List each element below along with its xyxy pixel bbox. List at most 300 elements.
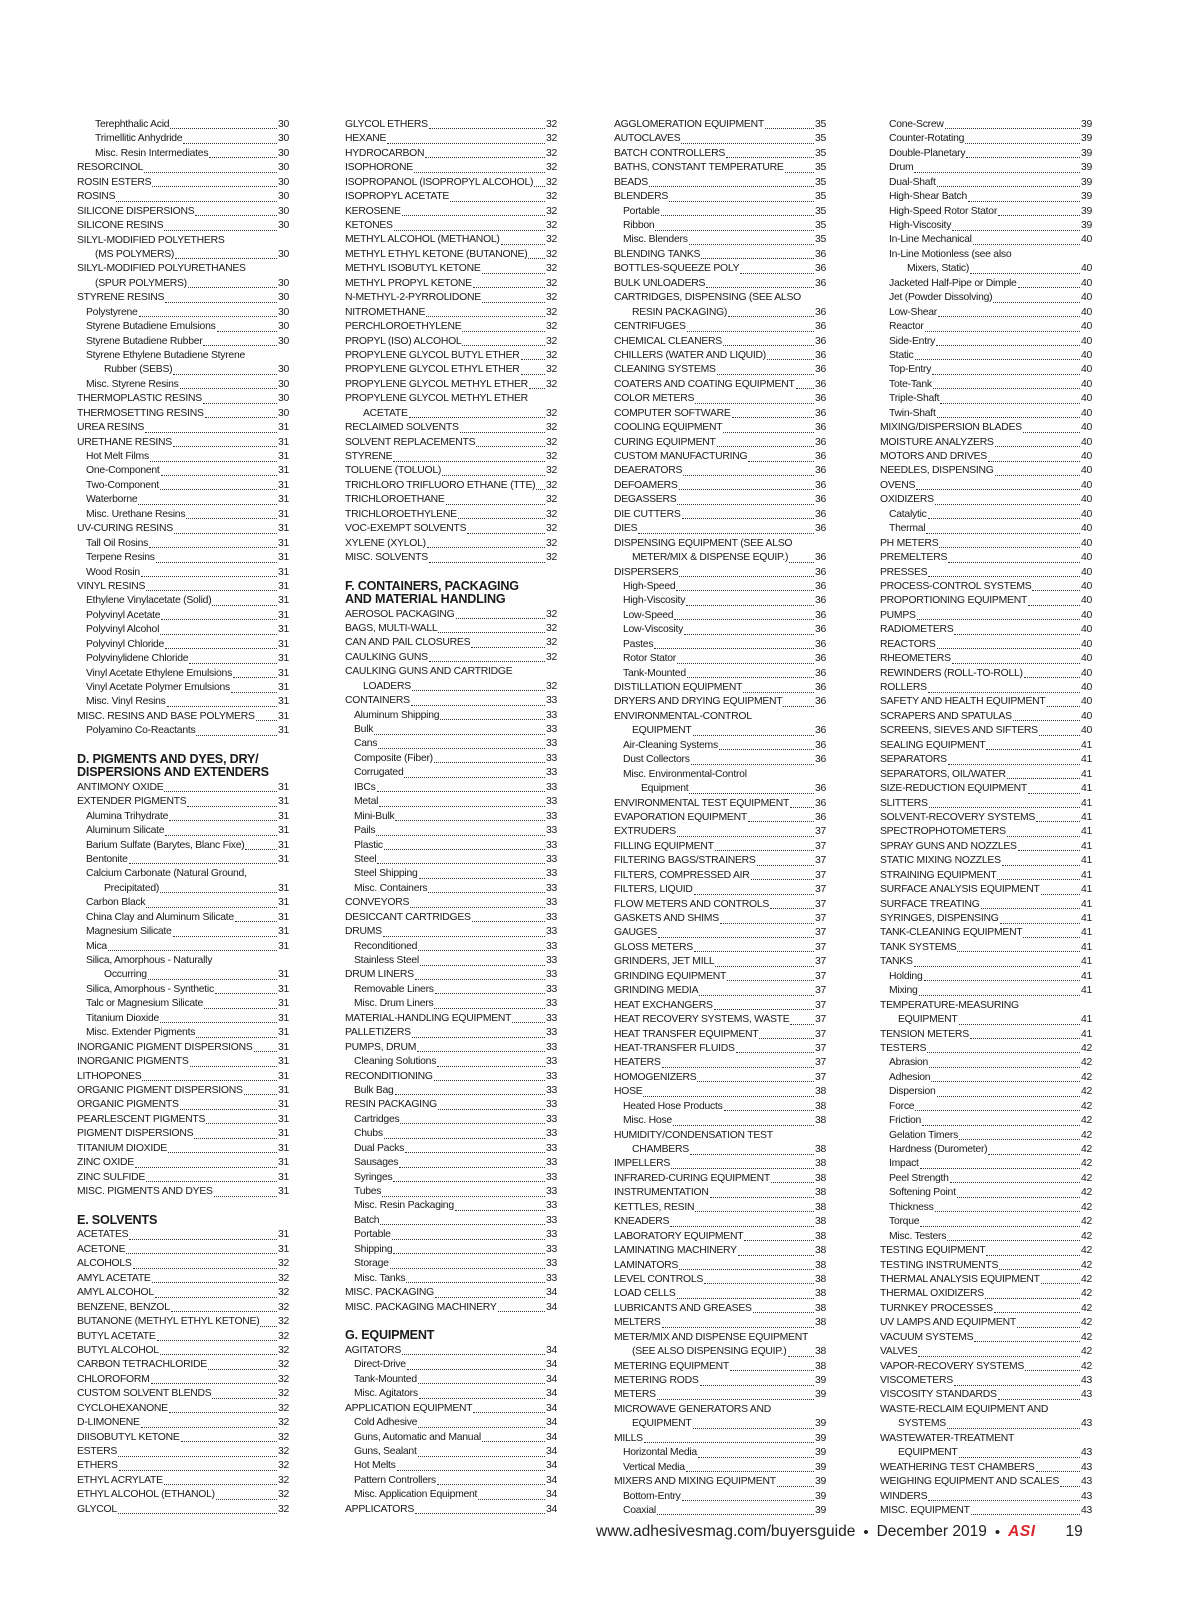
index-entry-label: Pastes: [623, 638, 654, 650]
index-entry: [345, 839, 557, 853]
index-entry-page: 32: [545, 622, 557, 634]
dot-leader: [164, 230, 277, 231]
index-entry-page: 42: [1080, 1129, 1092, 1141]
index-entry: [880, 739, 1092, 753]
index-entry-page: 33: [545, 1056, 557, 1068]
index-entry: [614, 378, 826, 392]
dot-leader: [669, 201, 814, 202]
index-entry-page: 36: [814, 422, 826, 434]
index-entry: [880, 493, 1092, 507]
index-entry-page: 33: [545, 724, 557, 736]
index-entry: [880, 869, 1092, 883]
dot-leader: [723, 345, 814, 346]
index-entry-label: Equipment: [641, 783, 689, 795]
dot-leader: [418, 950, 545, 951]
dot-leader: [717, 446, 814, 447]
dot-leader: [473, 1412, 545, 1413]
index-entry-label: Polyvinyl Chloride: [86, 638, 165, 650]
footer-url[interactable]: www.adhesivesmag.com/buyersguide: [596, 1523, 856, 1540]
index-entry-page: 33: [545, 1272, 557, 1284]
dot-leader: [1000, 923, 1080, 924]
index-entry-page: 33: [545, 926, 557, 938]
index-entry-label: EVAPORATION EQUIPMENT: [614, 811, 747, 823]
index-entry-label: HEAT RECOVERY SYSTEMS, WASTE: [614, 1014, 790, 1026]
index-entry-page: 31: [277, 682, 289, 694]
dot-leader: [119, 1470, 277, 1471]
index-entry: [880, 147, 1092, 161]
index-entry-label: Twin-Shaft: [889, 407, 936, 419]
index-entry-page: 32: [545, 378, 557, 390]
index-entry: [880, 1360, 1092, 1374]
index-entry-label: SYSTEMS: [898, 1418, 946, 1430]
index-entry-page: 31: [277, 422, 289, 434]
index-entry-label: Polyvinyl Acetate: [86, 609, 161, 621]
dot-leader: [662, 1327, 814, 1328]
index-entry-page: 31: [277, 983, 289, 995]
dot-leader: [473, 287, 545, 288]
dot-leader: [455, 1210, 545, 1211]
index-entry-label: SLITTERS: [880, 797, 928, 809]
index-entry-page: 38: [814, 1346, 826, 1358]
index-entry-page: 31: [277, 624, 289, 636]
index-entry-label: Misc. Testers: [889, 1230, 947, 1242]
index-entry-label: Precipitated): [104, 882, 160, 894]
dot-leader: [180, 1109, 277, 1110]
dot-leader: [528, 258, 544, 259]
index-entry-label: URETHANE RESINS: [77, 436, 172, 448]
dot-leader: [993, 302, 1080, 303]
index-entry: [614, 970, 826, 984]
dot-leader: [235, 921, 277, 922]
index-entry-page: 36: [814, 494, 826, 506]
index-entry-label: Hot Melts: [354, 1460, 396, 1472]
index-entry: [880, 392, 1092, 406]
index-entry-page: 33: [545, 897, 557, 909]
index-entry-label: REACTORS: [880, 638, 936, 650]
index-entry-page: 43: [1080, 1504, 1092, 1516]
index-entry-label: OVENS: [880, 479, 916, 491]
index-entry-page: 38: [814, 1230, 826, 1242]
dot-leader: [118, 1513, 277, 1514]
dot-leader: [384, 1138, 545, 1139]
index-entry-label: THERMAL OXIDIZERS: [880, 1288, 984, 1300]
dot-leader: [936, 345, 1080, 346]
dot-leader: [478, 1499, 545, 1500]
index-entry: [880, 1129, 1092, 1143]
index-entry-page: 40: [1080, 696, 1092, 708]
dot-leader: [917, 619, 1080, 620]
index-entry-page: 34: [545, 1301, 557, 1313]
dot-leader: [661, 215, 814, 216]
index-entry: [345, 911, 557, 925]
index-entry: [345, 508, 557, 522]
index-entry: [345, 1445, 557, 1459]
index-entry: [77, 465, 289, 479]
index-entry-page: 41: [1080, 941, 1092, 953]
index-entry: [345, 896, 557, 910]
index-entry-label: METHYL PROPYL KETONE: [345, 277, 472, 289]
index-entry-label: THERMOSETTING RESINS: [77, 407, 204, 419]
index-entry: [345, 205, 557, 219]
index-entry-label: VINYL RESINS: [77, 580, 146, 592]
index-entry-label: DISPENSING EQUIPMENT (SEE ALSO: [614, 537, 793, 549]
index-entry: [77, 1098, 289, 1112]
index-entry-label: BATCH CONTROLLERS: [614, 147, 726, 159]
index-entry-page: 36: [814, 277, 826, 289]
index-entry-page: 32: [545, 162, 557, 174]
index-entry-label: ROLLERS: [880, 682, 927, 694]
index-entry: [345, 407, 557, 421]
index-entry-page: 36: [814, 306, 826, 318]
dot-leader: [384, 849, 545, 850]
index-entry: [77, 853, 289, 867]
index-entry-page: 39: [1080, 147, 1092, 159]
index-entry: [614, 1360, 826, 1374]
index-entry-page: 30: [277, 162, 289, 174]
index-entry-label: HOSE: [614, 1086, 643, 1098]
index-entry: [880, 219, 1092, 233]
dot-leader: [753, 1312, 814, 1313]
index-entry-page: 33: [545, 695, 557, 707]
index-entry-page: 38: [814, 1317, 826, 1329]
dot-leader: [129, 1239, 277, 1240]
index-entry: [614, 147, 826, 161]
index-entry: [880, 132, 1092, 146]
dot-leader: [379, 806, 545, 807]
index-entry-page: 32: [545, 220, 557, 232]
index-entry: [880, 681, 1092, 695]
index-entry-page: 41: [1080, 985, 1092, 997]
index-entry-page: 32: [545, 608, 557, 620]
index-entry-label: PALLETIZERS: [345, 1027, 411, 1039]
index-entry-page: 36: [814, 393, 826, 405]
index-entry-page: 32: [545, 494, 557, 506]
index-entry: [345, 1113, 557, 1127]
dot-leader: [954, 1385, 1080, 1386]
index-entry: [614, 1302, 826, 1316]
index-entry-label: IBCs: [354, 781, 376, 793]
dot-leader: [133, 1268, 277, 1269]
index-entry-label: CHAMBERS: [632, 1144, 689, 1156]
index-entry: [880, 234, 1092, 248]
index-entry-page: 35: [814, 176, 826, 188]
index-entry: [614, 161, 826, 175]
index-entry: [614, 522, 826, 536]
index-entry-page: 33: [545, 983, 557, 995]
index-entry-label: Cone-Screw: [889, 118, 944, 130]
index-entry-page: 32: [545, 306, 557, 318]
index-entry: [614, 1273, 826, 1287]
dot-leader: [684, 634, 814, 635]
index-entry: [345, 1127, 557, 1141]
index-entry-label: Polyamino Co-Reactants: [86, 725, 196, 737]
index-entry: [345, 795, 557, 809]
index-entry: [77, 566, 289, 580]
index-entry-page: 31: [277, 537, 289, 549]
index-entry: [614, 1244, 826, 1258]
dot-leader: [165, 648, 277, 649]
index-entry: [77, 1301, 289, 1315]
index-entry-page: 32: [277, 1446, 289, 1458]
index-entry-label: MIXING/DISPERSION BLADES: [880, 422, 1022, 434]
dot-leader: [152, 186, 277, 187]
section-heading-line: D. PIGMENTS AND DYES, DRY/: [77, 751, 259, 766]
index-entry-page: 38: [814, 1187, 826, 1199]
index-entry-label: SYRINGES, DISPENSING: [880, 913, 999, 925]
dot-leader: [657, 1514, 814, 1515]
dot-leader: [194, 1138, 277, 1139]
index-entry-label: KETONES: [345, 220, 393, 232]
dot-leader: [377, 791, 545, 792]
dot-leader: [970, 1038, 1080, 1039]
index-entry: [345, 320, 557, 334]
index-entry-page: 33: [545, 911, 557, 923]
index-entry-label: LAMINATING MACHINERY: [614, 1245, 737, 1257]
index-entry: [880, 898, 1092, 912]
index-entry-label: PUMPS: [880, 609, 916, 621]
index-entry-page: 32: [545, 680, 557, 692]
index-entry: [880, 652, 1092, 666]
index-entry-label: LAMINATORS: [614, 1259, 679, 1271]
index-entry: [880, 306, 1092, 320]
dot-leader: [164, 1484, 277, 1485]
index-entry-page: 31: [277, 825, 289, 837]
index-entry-label: PROPORTIONING EQUIPMENT: [880, 595, 1028, 607]
dot-leader: [998, 1399, 1080, 1400]
dot-leader: [400, 1123, 545, 1124]
dot-leader: [437, 1066, 545, 1067]
index-entry-page: 32: [545, 552, 557, 564]
dot-leader: [682, 518, 814, 519]
dot-leader: [698, 1457, 814, 1458]
index-entry-page: 37: [814, 898, 826, 910]
index-entry-page: 33: [545, 1157, 557, 1169]
index-entry-page: 30: [277, 407, 289, 419]
dot-leader: [160, 1354, 277, 1355]
index-entry: [614, 941, 826, 955]
index-entry: [880, 623, 1092, 637]
index-entry-label: WEATHERING TEST CHAMBERS: [880, 1461, 1035, 1473]
index-entry: [77, 810, 289, 824]
index-entry-label: PROCESS-CONTROL SYSTEMS: [880, 580, 1032, 592]
dot-leader: [771, 1182, 814, 1183]
index-entry-label: METHYL ALCOHOL (METHANOL): [345, 234, 500, 246]
dot-leader: [231, 692, 277, 693]
dot-leader: [706, 287, 814, 288]
index-entry: [77, 1127, 289, 1141]
index-entry: [880, 1143, 1092, 1157]
index-entry-label: DESICCANT CARTRIDGES: [345, 911, 471, 923]
index-entry-label: RESIN PACKAGING: [345, 1099, 437, 1111]
index-entry-page: 31: [277, 566, 289, 578]
index-entry-label: Dust Collectors: [623, 754, 690, 766]
dot-leader: [662, 1067, 814, 1068]
dot-leader: [677, 663, 814, 664]
dot-leader: [687, 677, 814, 678]
dot-leader: [670, 1226, 814, 1227]
index-entry-label: Drum: [889, 162, 914, 174]
index-entry-page: 41: [1080, 1028, 1092, 1040]
index-entry: [77, 508, 289, 522]
index-entry-page: 34: [545, 1474, 557, 1486]
index-entry: [77, 1185, 289, 1199]
dot-leader: [482, 1441, 545, 1442]
index-entry-label: Cartridges: [354, 1113, 400, 1125]
dot-leader: [146, 590, 277, 591]
index-entry-label: Talc or Magnesium Silicate: [86, 998, 204, 1010]
index-entry-label: XYLENE (XYLOL): [345, 537, 426, 549]
index-entry-label: SCREENS, SIEVES AND SIFTERS: [880, 725, 1038, 737]
index-entry: [880, 1186, 1092, 1200]
index-entry: [880, 378, 1092, 392]
index-entry-page: 40: [1080, 580, 1092, 592]
index-entry: [345, 997, 557, 1011]
index-entry-page: 31: [277, 796, 289, 808]
index-entry: [614, 1100, 826, 1114]
index-entry: [77, 1070, 289, 1084]
index-entry: [880, 1100, 1092, 1114]
dot-leader: [715, 850, 814, 851]
dot-leader: [151, 1383, 277, 1384]
index-entry: [77, 1387, 289, 1401]
index-entry-label: Misc. Styrene Resins: [86, 378, 179, 390]
dot-leader: [456, 618, 545, 619]
index-entry-label: SCRAPERS AND SPATULAS: [880, 710, 1012, 722]
index-entry: [77, 969, 289, 983]
dot-leader: [699, 995, 814, 996]
index-entry-label: TRICHLOROETHYLENE: [345, 508, 457, 520]
dot-leader: [957, 951, 1079, 952]
dot-leader: [438, 1109, 545, 1110]
index-entry: [77, 1460, 289, 1474]
dot-leader: [417, 1051, 545, 1052]
index-entry-label: Portable: [354, 1229, 391, 1241]
index-entry-label: Metal: [354, 796, 379, 808]
index-entry-page: 40: [1080, 609, 1092, 621]
dot-leader: [714, 1009, 814, 1010]
dot-leader: [759, 1038, 814, 1039]
dot-leader: [740, 273, 814, 274]
index-entry-label: VISCOMETERS: [880, 1375, 953, 1387]
index-entry: [614, 753, 826, 767]
index-entry-page: 39: [1080, 220, 1092, 232]
index-entry-label: Direct-Drive: [354, 1359, 406, 1371]
index-entry: [77, 1402, 289, 1416]
index-entry-page: 40: [1080, 710, 1092, 722]
index-entry-label: BOTTLES-SQUEEZE POLY: [614, 263, 740, 275]
index-entry: [880, 594, 1092, 608]
dot-leader: [482, 273, 545, 274]
index-entry: [880, 1172, 1092, 1186]
dot-leader: [935, 1211, 1080, 1212]
dot-leader: [748, 821, 814, 822]
index-entry-label: ESTERS: [77, 1446, 118, 1458]
index-entry-page: 31: [277, 696, 289, 708]
index-entry-label: APPLICATION EQUIPMENT: [345, 1402, 473, 1414]
index-entry-page: 33: [545, 1200, 557, 1212]
index-entry-page: 31: [277, 1229, 289, 1241]
index-entry-label: TEMPERATURE-MEASURING: [880, 999, 1019, 1011]
dot-leader: [1018, 850, 1080, 851]
dot-leader: [777, 1486, 814, 1487]
index-entry-label: Tall Oil Rosins: [86, 537, 149, 549]
dot-leader: [728, 316, 814, 317]
index-entry: [77, 118, 289, 132]
index-entry-page: 40: [1080, 407, 1092, 419]
index-entry-label: GRINDING EQUIPMENT: [614, 970, 727, 982]
index-entry-label: KNEADERS: [614, 1216, 670, 1228]
index-entry: [880, 1302, 1092, 1316]
index-entry-label: Impact: [889, 1158, 919, 1170]
index-entry-page: 33: [545, 1142, 557, 1154]
index-entry-label: SILICONE DISPERSIONS: [77, 205, 195, 217]
dot-leader: [135, 1167, 277, 1168]
index-entry-label: Side-Entry: [889, 335, 936, 347]
dot-leader: [412, 1037, 545, 1038]
dot-leader: [701, 258, 814, 259]
index-entry-page: 40: [1080, 321, 1092, 333]
index-entry-label: ZINC OXIDE: [77, 1157, 134, 1169]
index-entry-label: MISC. RESINS AND BASE POLYMERS: [77, 710, 255, 722]
index-entry-label: PROPYL (ISO) ALCOHOL: [345, 335, 462, 347]
index-entry-label: ORGANIC PIGMENT DISPERSIONS: [77, 1084, 243, 1096]
index-entry-label: INSTRUMENTATION: [614, 1187, 709, 1199]
index-entry-label: Carbon Black: [86, 897, 146, 909]
dot-leader: [116, 201, 277, 202]
index-entry-label: SAFETY AND HEALTH EQUIPMENT: [880, 696, 1046, 708]
dot-leader: [932, 374, 1080, 375]
dot-leader: [947, 1428, 1080, 1429]
index-entry-label: Steel Shipping: [354, 868, 418, 880]
index-entry-label: ROSINS: [77, 191, 116, 203]
index-entry: [345, 824, 557, 838]
index-entry-page: 36: [814, 667, 826, 679]
index-entry-label: SOLVENT-RECOVERY SYSTEMS: [880, 811, 1036, 823]
index-entry-label: In-Line Motionless (see also: [889, 248, 1012, 260]
dot-leader: [380, 1224, 545, 1225]
index-entry-page: 33: [545, 1113, 557, 1125]
index-entry-label: Terephthalic Acid: [95, 118, 170, 130]
index-entry-label: Torque: [889, 1216, 920, 1228]
index-entry: [614, 1446, 826, 1460]
dot-leader: [160, 634, 277, 635]
dot-leader: [108, 950, 277, 951]
index-entry-label: Batch: [354, 1214, 380, 1226]
section-heading-line: AND MATERIAL HANDLING: [345, 591, 506, 606]
index-entry: [880, 825, 1092, 839]
dot-leader: [390, 1268, 545, 1269]
index-entry: [614, 1345, 826, 1359]
index-entry-page: 32: [545, 451, 557, 463]
index-entry-label: CAULKING GUNS AND CARTRIDGE: [345, 666, 513, 678]
index-entry-page: 38: [814, 1216, 826, 1228]
index-entry: [345, 1026, 557, 1040]
dot-leader: [217, 331, 277, 332]
index-entry-page: 32: [545, 508, 557, 520]
index-entry-page: 33: [545, 1214, 557, 1226]
dot-leader: [529, 388, 545, 389]
index-entry: [614, 681, 826, 695]
index-entry: [345, 651, 557, 665]
index-entry-label: Cans: [354, 738, 378, 750]
index-entry: [77, 479, 289, 493]
dot-leader: [986, 1255, 1080, 1256]
index-entry-page: 33: [545, 998, 557, 1010]
index-entry-label: Holding: [889, 970, 923, 982]
index-entry-page: 40: [1080, 479, 1092, 491]
index-entry-page: 32: [277, 1388, 289, 1400]
dot-leader: [165, 302, 277, 303]
